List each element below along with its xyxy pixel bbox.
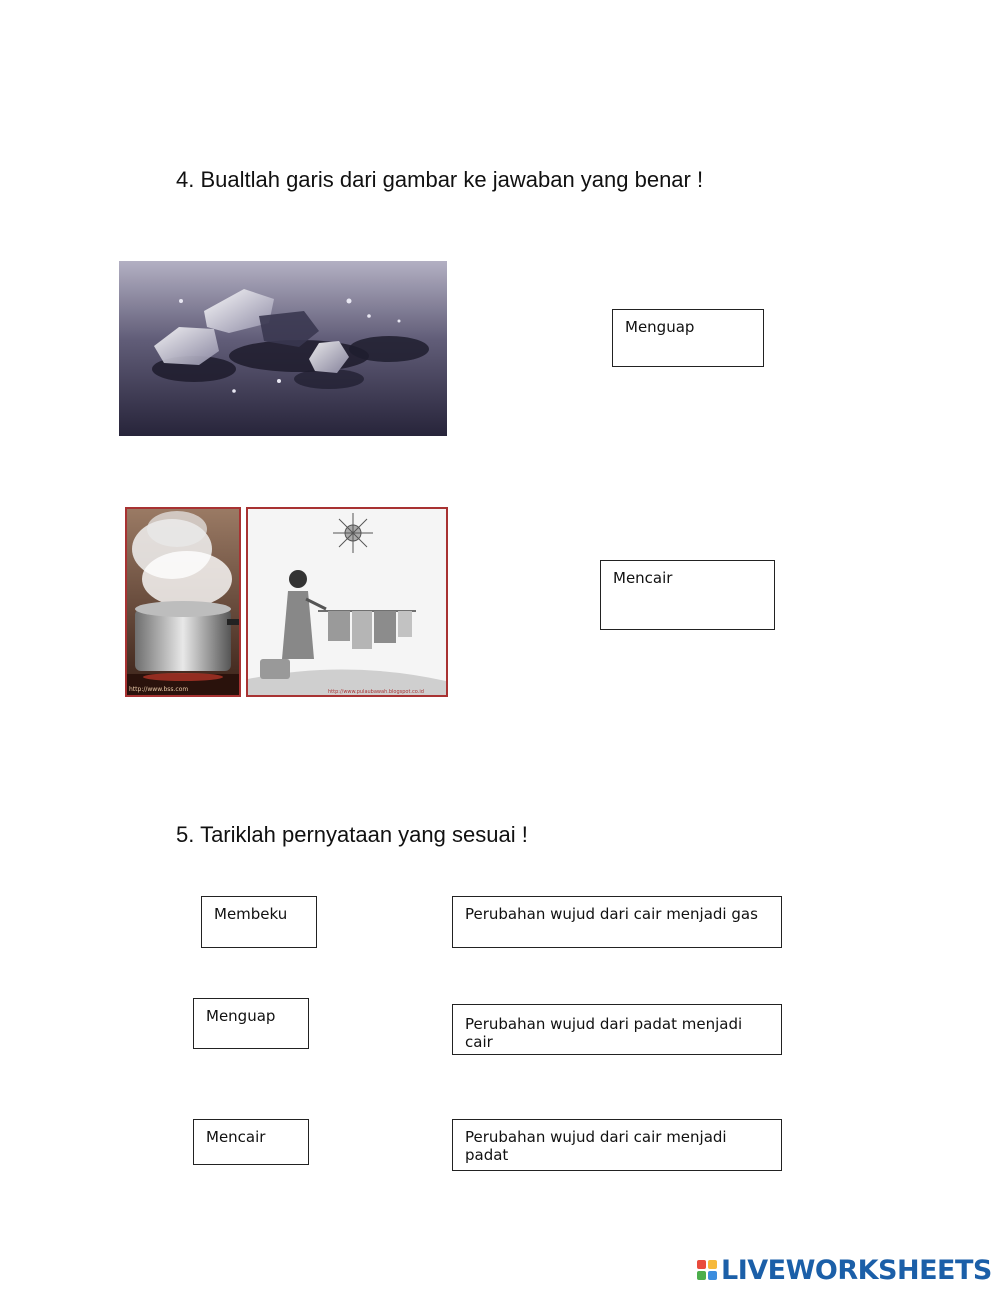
q5-statement-cair-gas[interactable]: Perubahan wujud dari cair menjadi gas: [452, 896, 782, 948]
drying-clothes-image: [246, 507, 448, 697]
logo-text: LIVEWORKSHEETS: [721, 1254, 992, 1286]
q4-answer-menguap[interactable]: Menguap: [612, 309, 764, 367]
q5-statement-cair-padat[interactable]: Perubahan wujud dari cair menjadi padat: [452, 1119, 782, 1171]
pot-watermark: http://www.bss.com: [129, 686, 189, 693]
melting-ice-image: [119, 261, 447, 436]
q4-answer-mencair[interactable]: Mencair: [600, 560, 775, 630]
q5-term-menguap[interactable]: Menguap: [193, 998, 309, 1049]
liveworksheets-logo: [697, 1255, 992, 1285]
sun-icon: [333, 513, 373, 553]
question-4-title: 4. Bualtlah garis dari gambar ke jawaban yang benar !: [176, 167, 704, 192]
drawing-watermark: http://www.pulaubawah.blogspot.co.id: [328, 689, 424, 695]
logo-blocks-icon: [697, 1260, 717, 1280]
q5-term-mencair[interactable]: Mencair: [193, 1119, 309, 1165]
boiling-pot-image: [125, 507, 241, 697]
q5-statement-padat-cair[interactable]: Perubahan wujud dari padat menjadi cair: [452, 1004, 782, 1055]
question-5-title: 5. Tariklah pernyataan yang sesuai !: [176, 822, 528, 847]
q5-term-membeku[interactable]: Membeku: [201, 896, 317, 948]
